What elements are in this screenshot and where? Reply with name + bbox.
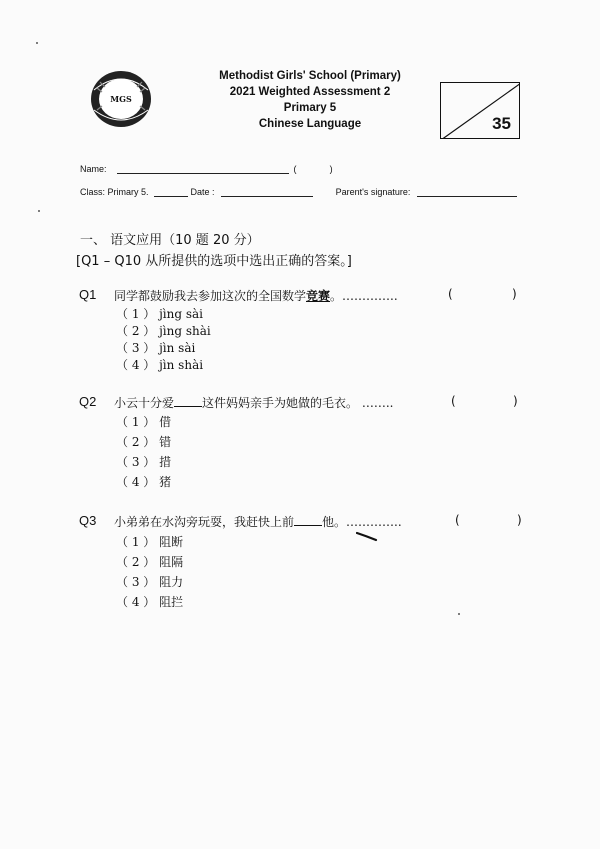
class-label: Class: Primary 5. [80,187,149,197]
question-text-part: 小云十分爱 [114,396,175,410]
scan-speck [36,42,38,44]
class-row [80,187,517,197]
parent-signature-label: Parent's signature: [335,187,411,197]
index-paren-open: ( [293,164,297,174]
answer-bracket-open: ( [448,287,453,301]
score-box [440,82,520,139]
name-row [80,164,333,174]
assessment-title: 2021 Weighted Assessment 2 [229,86,391,98]
logo-lettering: MGS [110,94,132,104]
school-logo [88,68,154,130]
answer-bracket-open: ( [455,513,460,527]
question-number: Q1 [79,287,97,302]
question-text [114,287,398,304]
class-field[interactable] [154,196,188,197]
answer-blank [174,396,202,407]
option: （ 1 ） jìng sài [116,307,204,321]
question-text-part: 。………….. [330,289,398,303]
option: （ 3 ） jìn sài [116,341,196,355]
option: （ 3 ） 阻力 [116,575,184,589]
name-field[interactable] [117,173,289,174]
option: （ 2 ） jìng shài [116,324,211,338]
option: （ 3 ） 措 [116,455,172,469]
section-instruction: [Q1 – Q10 从所提供的选项中选出正确的答案。] [76,254,352,269]
answer-blank [294,515,322,526]
answer-bracket-close: ) [513,394,518,408]
title-block [160,68,460,132]
answer-bracket-open: ( [451,394,456,408]
option: （ 2 ） 阻隔 [116,555,184,569]
total-marks: 35 [492,114,511,133]
option: （ 1 ） 阻断 [116,535,184,549]
parent-signature-field[interactable] [417,196,517,197]
date-label: Date : [190,187,215,197]
question-text-part: 同学都鼓励我去参加这次的全国数学 [114,289,307,303]
scan-speck [458,613,460,615]
name-label: Name: [80,164,107,174]
date-field[interactable] [221,196,313,197]
question-number: Q2 [79,394,97,409]
question-number: Q3 [79,513,97,528]
question-text-part: 小弟弟在水沟旁玩耍，我赶快上前 [114,515,295,529]
section-title: 一、 语文应用（10 题 20 分） [80,233,260,248]
pen-mark [356,530,378,542]
subject: Chinese Language [258,118,362,130]
question-text [114,394,393,411]
option: （ 4 ） 阻拦 [116,595,184,609]
option: （ 2 ） 错 [116,435,172,449]
scan-speck [38,210,40,212]
index-paren-close: ) [329,164,333,174]
question-text-part: 他。………….. [322,515,402,529]
answer-bracket-close: ) [512,287,517,301]
option: （ 4 ） 猪 [116,475,172,489]
option: （ 1 ） 借 [116,415,172,429]
question-text [114,513,402,530]
underlined-word: 竞赛 [306,289,331,303]
question-text-part: 这件妈妈亲手为她做的毛衣。 …….. [202,396,394,410]
school-name: Methodist Girls' School (Primary) [219,70,401,82]
answer-bracket-close: ) [517,513,522,527]
level: Primary 5 [283,102,337,114]
option: （ 4 ） jìn shài [116,358,204,372]
